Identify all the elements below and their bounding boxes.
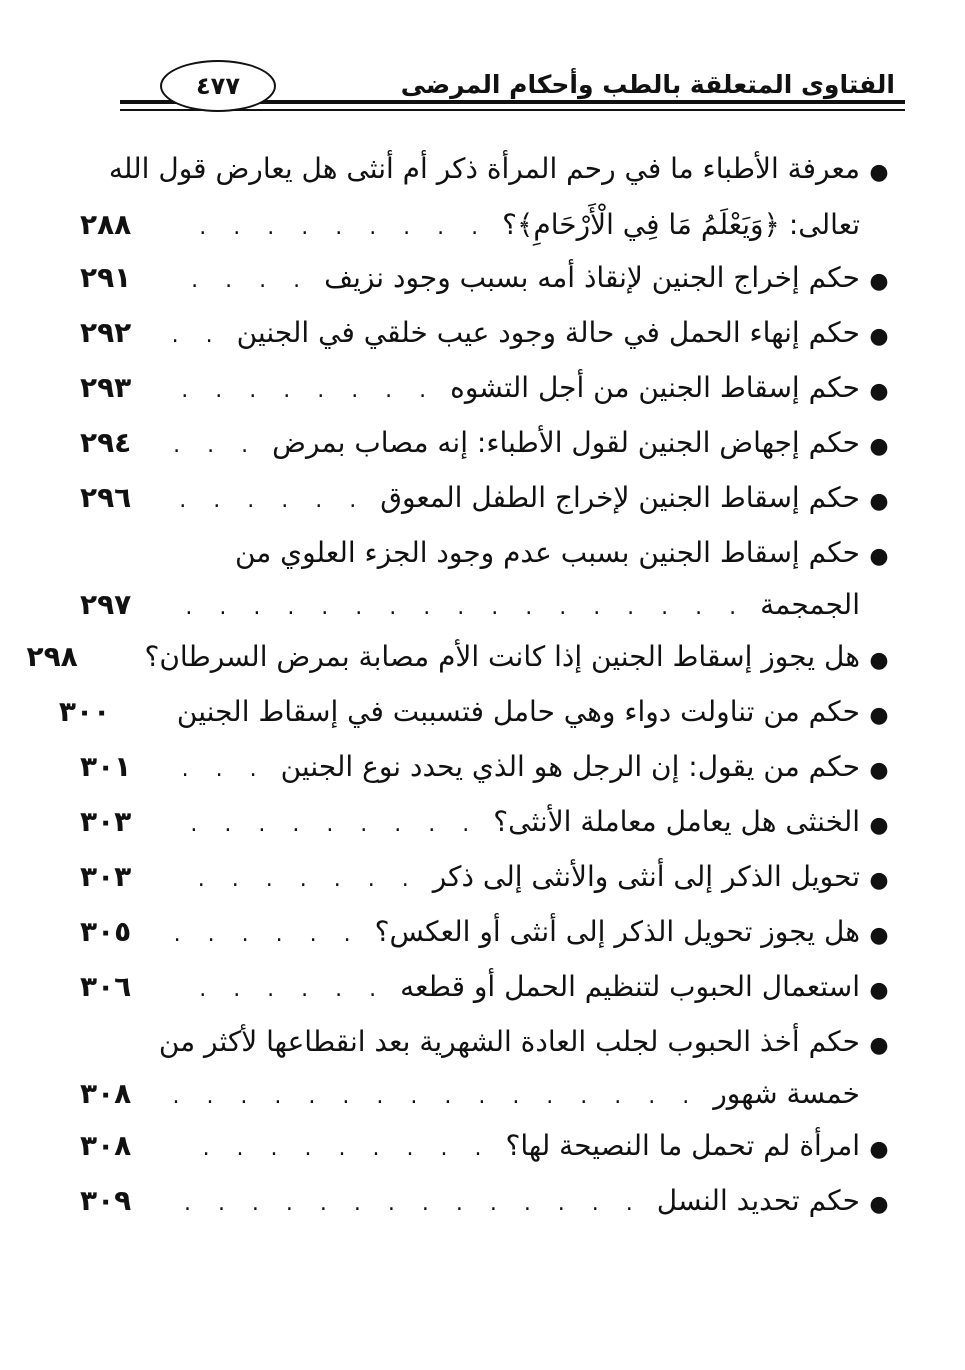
- dot-leader: [174, 422, 258, 470]
- toc-page-number: ٣٠٠: [58, 695, 111, 728]
- toc-entry-text: حكم من تناولت دواء وهي حامل فتسببت في إسقاط الجنين: [176, 695, 860, 728]
- toc-entry: [80, 1122, 890, 1178]
- bullet-icon: ●: [869, 1033, 889, 1058]
- toc-entry: [80, 1018, 890, 1128]
- toc-entry-text-continued: خمسة شهور: [713, 1077, 860, 1110]
- toc-entry: [80, 145, 890, 255]
- bullet-icon: ●: [869, 1192, 889, 1217]
- dot-leader: [174, 911, 361, 959]
- bullet-icon: ●: [869, 703, 889, 728]
- toc-entry-text: الخنثى هل يعامل معاملة الأنثى؟: [493, 805, 860, 838]
- bullet-icon: ●: [869, 648, 889, 673]
- bullet-icon: ●: [869, 1137, 889, 1162]
- dot-leader: [174, 477, 366, 525]
- toc-page-number: ٣٠١: [80, 750, 132, 783]
- toc-page-number: ٢٩٦: [80, 481, 132, 514]
- dot-leader: [174, 1073, 699, 1121]
- toc-entry-text: حكم إنهاء الحمل في حالة وجود عيب خلقي في الجنين: [236, 316, 860, 349]
- dot-leader: [174, 257, 310, 305]
- toc-entry-text: حكم أخذ الحبوب لجلب العادة الشهرية بعد انقطاعها لأكثر من: [158, 1025, 860, 1058]
- toc-page-number: ٣٠٥: [80, 915, 132, 948]
- dot-leader: [174, 584, 746, 632]
- toc-entry: [80, 908, 890, 964]
- toc-entry: [80, 963, 890, 1019]
- bullet-icon: ●: [869, 489, 889, 514]
- toc-entry-text: هل يجوز تحويل الذكر إلى أنثى أو العكس؟: [374, 915, 860, 948]
- toc-entry: [80, 743, 890, 799]
- toc-page-number: ٣٠٨: [80, 1129, 132, 1162]
- dot-leader: [174, 1180, 643, 1228]
- toc-page-number: ٢٩٣: [80, 371, 132, 404]
- bullet-icon: ●: [869, 758, 889, 783]
- toc-entry-text-continued: تعالى: ﴿وَيَعْلَمُ مَا فِي الْأَرْحَامِ﴾؟: [502, 208, 860, 241]
- toc-page-number: ٣٠٨: [80, 1077, 132, 1110]
- dot-leader: [174, 312, 223, 360]
- bullet-icon: ●: [869, 324, 889, 349]
- toc-entry: [80, 254, 890, 310]
- toc-entry: [26, 633, 890, 689]
- toc-page-number: ٢٩٤: [80, 426, 132, 459]
- page-number-oval: [160, 60, 276, 112]
- toc-entry-text: حكم إجهاض الجنين لقول الأطباء: إنه مصاب بمرض: [272, 426, 860, 459]
- toc-entry: [80, 309, 890, 365]
- toc-entry-text: حكم إسقاط الجنين لإخراج الطفل المعوق: [380, 481, 860, 514]
- dot-leader: [121, 636, 131, 684]
- bullet-icon: ●: [869, 379, 889, 404]
- dot-leader: [174, 367, 436, 415]
- bullet-icon: ●: [869, 813, 889, 838]
- bullet-icon: ●: [869, 160, 889, 185]
- toc-entry-text: استعمال الحبوب لتنظيم الحمل أو قطعه: [400, 970, 860, 1003]
- dot-leader: [174, 801, 479, 849]
- toc-entry-text: حكم تحديد النسل: [656, 1184, 860, 1217]
- toc-entry-text: حكم من يقول: إن الرجل هو الذي يحدد نوع الجنين: [280, 750, 860, 783]
- toc-page-number: ٣٠٣: [80, 860, 132, 893]
- toc-entry: [80, 529, 890, 639]
- table-of-contents: [26, 130, 890, 1217]
- toc-entry-text: حكم إسقاط الجنين بسبب عدم وجود الجزء العلوي من: [234, 536, 860, 569]
- toc-entry-text: امرأة لم تحمل ما النصيحة لها؟: [505, 1129, 860, 1162]
- toc-entry-text: معرفة الأطباء ما في رحم المرأة ذكر أم أنثى هل يعارض قول الله: [108, 152, 860, 185]
- running-header-title: الفتاوى المتعلقة بالطب وأحكام المرضى: [400, 70, 895, 99]
- bullet-icon: ●: [869, 434, 889, 459]
- toc-entry-text: هل يجوز إسقاط الجنين إذا كانت الأم مصابة بمرض السرطان؟: [144, 640, 860, 673]
- toc-page-number: ٢٩٧: [80, 588, 132, 621]
- bullet-icon: ●: [869, 868, 889, 893]
- toc-page-number: ٢٩١: [80, 261, 132, 294]
- dot-leader: [174, 204, 488, 252]
- dot-leader: [174, 1125, 491, 1173]
- bullet-icon: ●: [869, 544, 889, 569]
- toc-entry: [80, 1177, 890, 1233]
- toc-entry-text: تحويل الذكر إلى أنثى والأنثى إلى ذكر: [432, 860, 860, 893]
- bullet-icon: ●: [869, 269, 889, 294]
- bullet-icon: ●: [869, 978, 889, 1003]
- dot-leader: [174, 746, 267, 794]
- toc-entry-text-continued: الجمجمة: [760, 588, 860, 621]
- toc-page-number: ٢٨٨: [80, 208, 132, 241]
- toc-entry: [80, 798, 890, 854]
- toc-entry: [80, 419, 890, 475]
- dot-leader: [174, 856, 419, 904]
- bullet-icon: ●: [869, 923, 889, 948]
- toc-entry-text: حكم إسقاط الجنين من أجل التشوه: [450, 371, 860, 404]
- toc-entry-text: حكم إخراج الجنين لإنقاذ أمه بسبب وجود نزيف: [324, 261, 860, 294]
- toc-page-number: ٢٩٢: [80, 316, 132, 349]
- dot-leader: [174, 966, 386, 1014]
- toc-entry: [58, 688, 890, 744]
- toc-entry: [80, 364, 890, 420]
- toc-page-number: ٢٩٨: [26, 640, 78, 673]
- dot-leader: [153, 691, 163, 739]
- page-number: ٤٧٧: [196, 72, 240, 100]
- toc-page-number: ٣٠٣: [80, 805, 132, 838]
- toc-entry: [80, 474, 890, 530]
- toc-page-number: ٣٠٩: [80, 1184, 132, 1217]
- toc-page-number: ٣٠٦: [80, 970, 132, 1003]
- toc-entry: [80, 853, 890, 909]
